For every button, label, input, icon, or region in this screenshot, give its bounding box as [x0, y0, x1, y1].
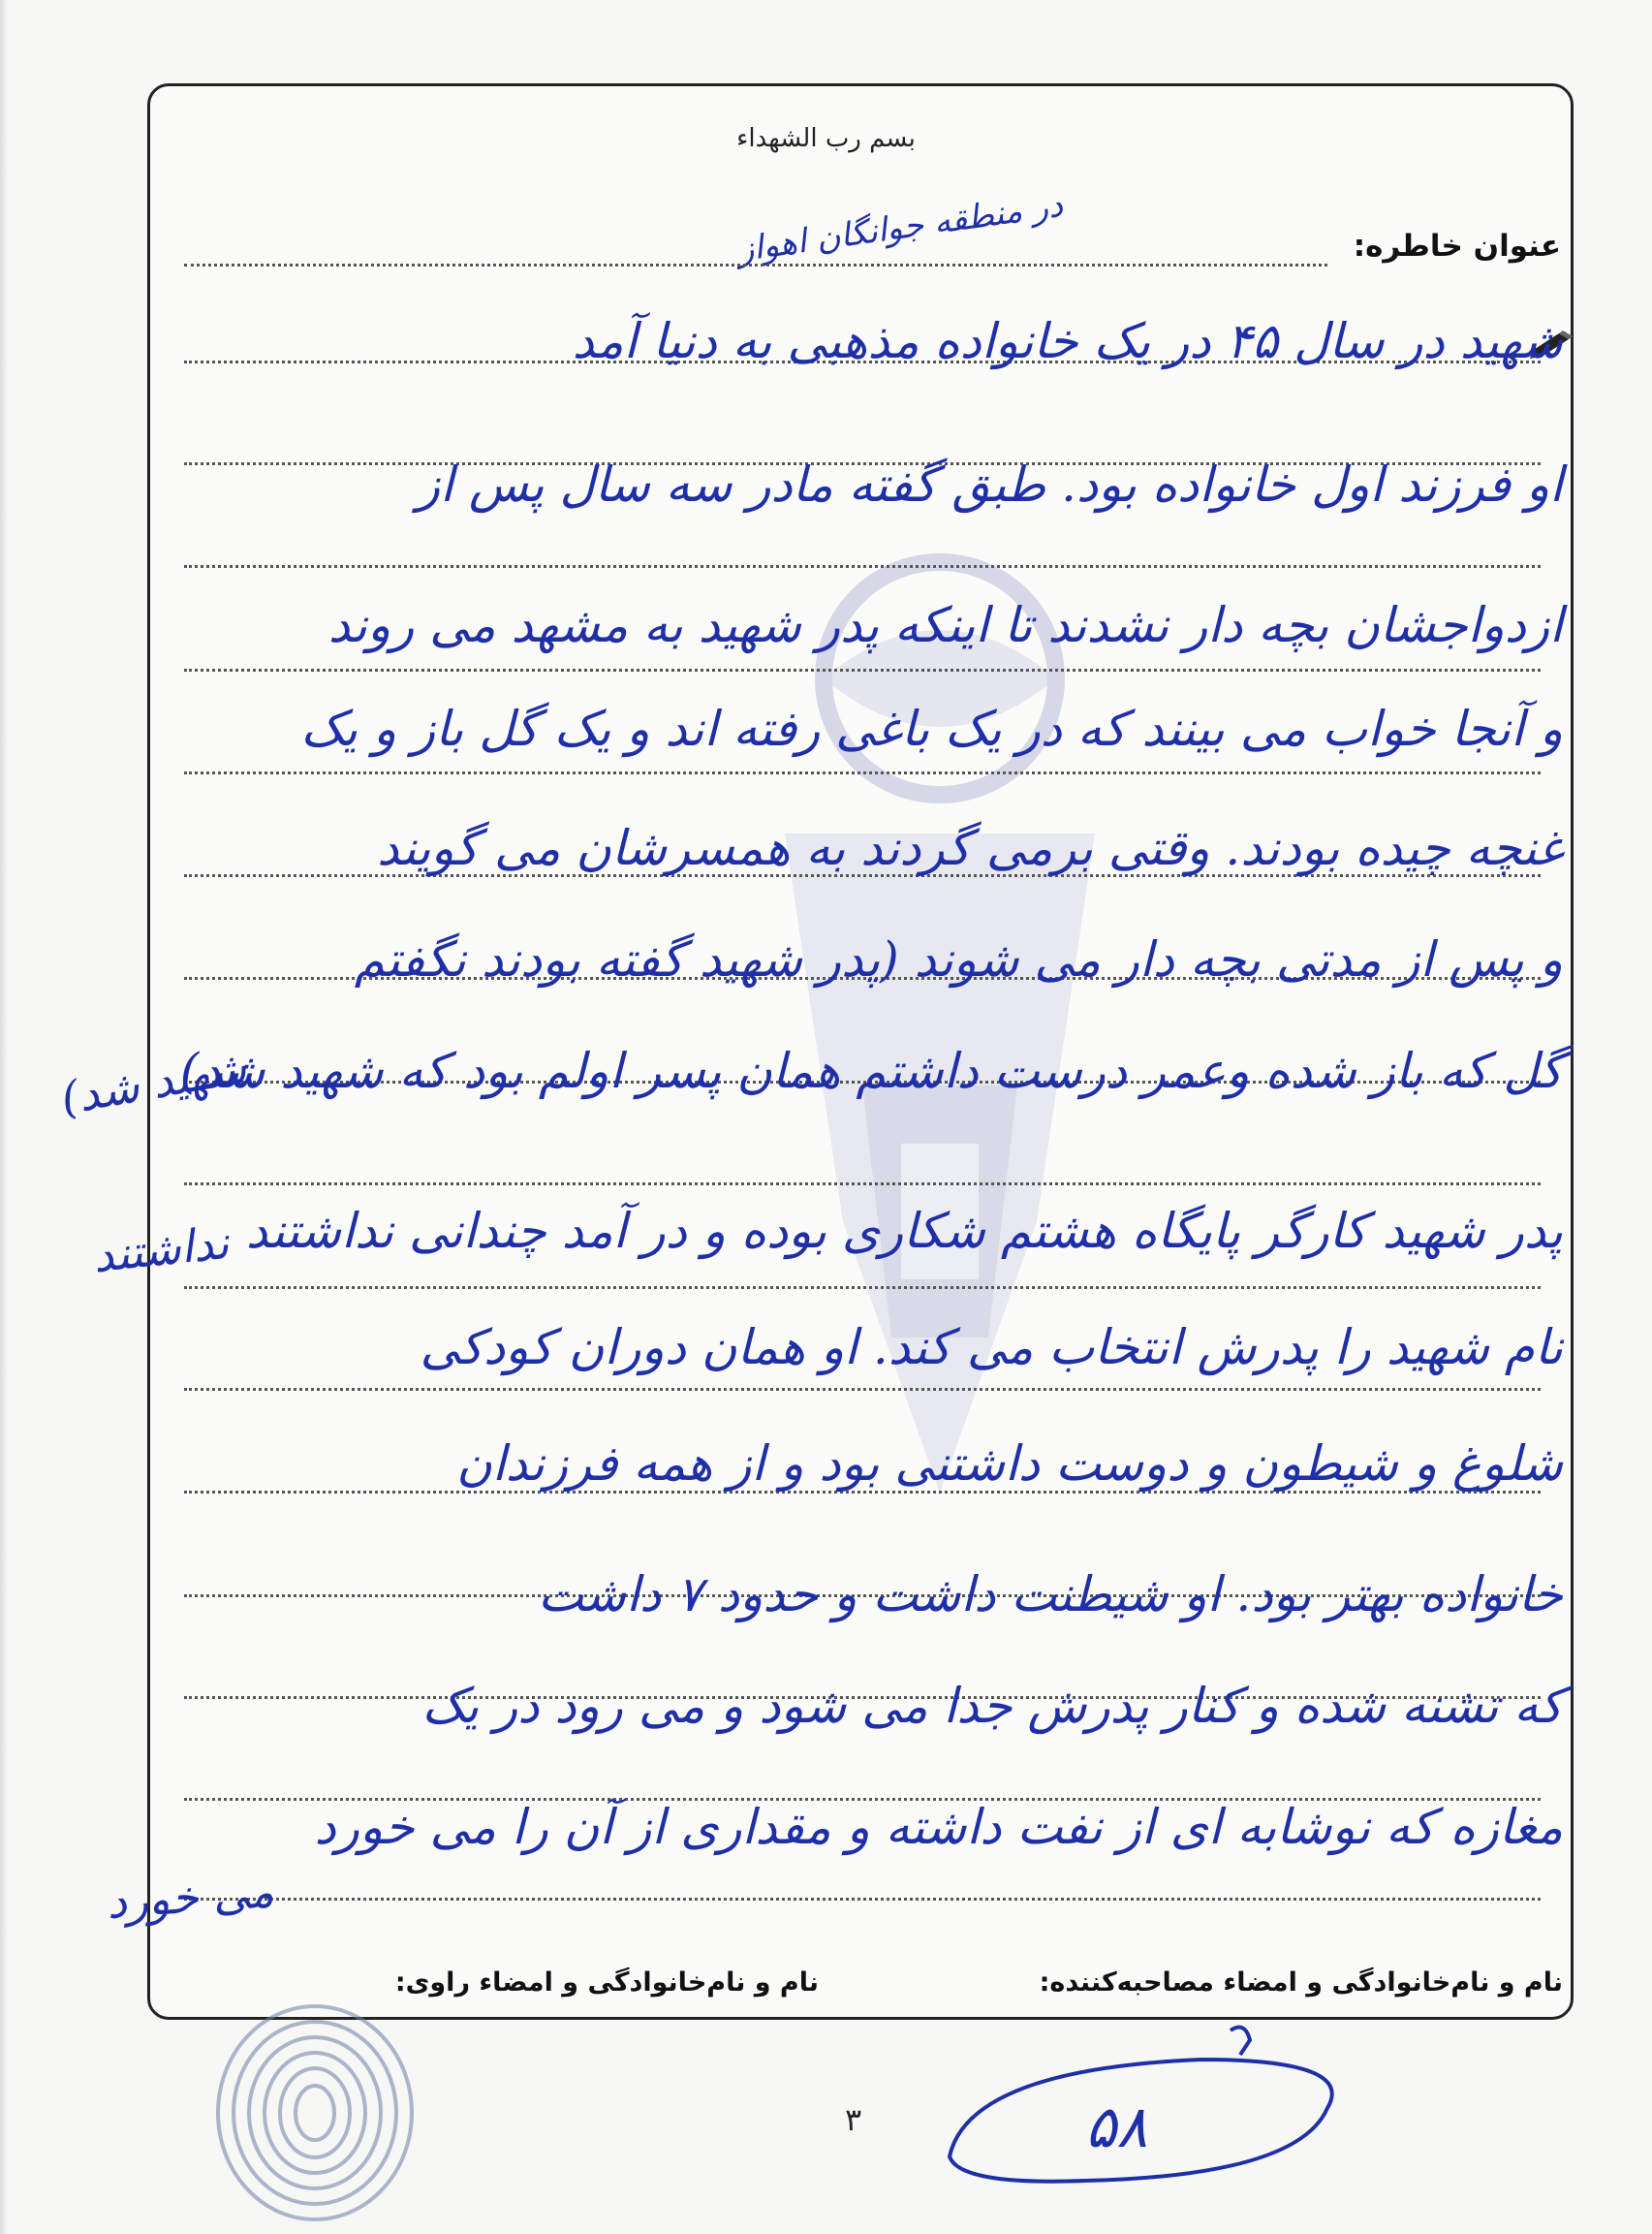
- page-edge: [0, 0, 8, 2234]
- signature-text: ۵۸: [1085, 2093, 1148, 2161]
- handwritten-line: شهید در سال ۴۵ در یک خانواده مذهبی به دنیا آمد: [572, 313, 1563, 369]
- ruled-line: [184, 565, 1541, 568]
- handwritten-line: ازدواجشان بچه دار نشدند تا اینکه پدر شهید به مشهد می روند: [327, 597, 1563, 653]
- interviewer-signature-label: نام و نام‌خانوادگی و امضاء مصاحبه‌کننده:: [1039, 1967, 1563, 1998]
- margin-note: نداشتند: [90, 1215, 232, 1283]
- title-dotted-line: [184, 264, 1327, 267]
- ruled-line: [184, 1286, 1541, 1289]
- handwritten-line: مغازه که نوشابه ای از نفت داشته و مقداری از آن را می خورد: [314, 1799, 1563, 1855]
- page-number: ۳: [845, 2101, 862, 2138]
- handwritten-line: او فرزند اول خانواده بود. طبق گفته مادر سه سال پس از: [416, 456, 1563, 513]
- handwritten-line: شلوغ و شیطون و دوست داشتنی بود و از همه فرزندان: [456, 1435, 1563, 1492]
- handwritten-line: غنچه چیده بودند. وقتی برمی گردند به همسرشان می گویند: [377, 820, 1563, 876]
- memory-title-value: در منطقه جوانگان اهواز: [734, 185, 1066, 270]
- margin-note: می خورد: [105, 1865, 276, 1929]
- ruled-line: [184, 771, 1541, 774]
- basmala-header: بسم رب الشهداء: [736, 124, 916, 153]
- handwritten-line: خانواده بهتر بود. او شیطنت داشت و حدود ۷ داشت: [538, 1566, 1563, 1622]
- ruled-line: [184, 1388, 1541, 1391]
- handwritten-line: که تشنه شده و کنار پدرش جدا می شود و می رود در یک: [421, 1678, 1563, 1734]
- handwritten-line: گل که باز شده وعمر درست داشتم همان پسر اولم بود که شهید شد): [179, 1043, 1563, 1099]
- fingerprint-stamp: [203, 1997, 426, 2229]
- narrator-signature-label: نام و نام‌خانوادگی و امضاء راوی:: [394, 1967, 819, 1998]
- handwritten-line: نام شهید را پدرش انتخاب می کند. او همان دوران کودکی: [420, 1319, 1563, 1375]
- handwritten-line: و آنجا خواب می بینند که در یک باغی رفته اند و یک گل باز و یک: [300, 701, 1563, 757]
- margin-note: شهید شد): [56, 1040, 251, 1125]
- ruled-line: [184, 1898, 1541, 1901]
- ruled-line: [184, 669, 1541, 672]
- memory-title-label: عنوان خاطره:: [1353, 229, 1561, 264]
- handwritten-line: پدر شهید کارگر پایگاه هشتم شکاری بوده و در آمد چندانی نداشتند: [245, 1203, 1563, 1259]
- signature: [911, 2011, 1366, 2205]
- ruled-line: [184, 1182, 1541, 1185]
- handwritten-line: و پس از مدتی بچه دار می شوند (پدر شهید گفته بودند نگفتم: [354, 931, 1563, 988]
